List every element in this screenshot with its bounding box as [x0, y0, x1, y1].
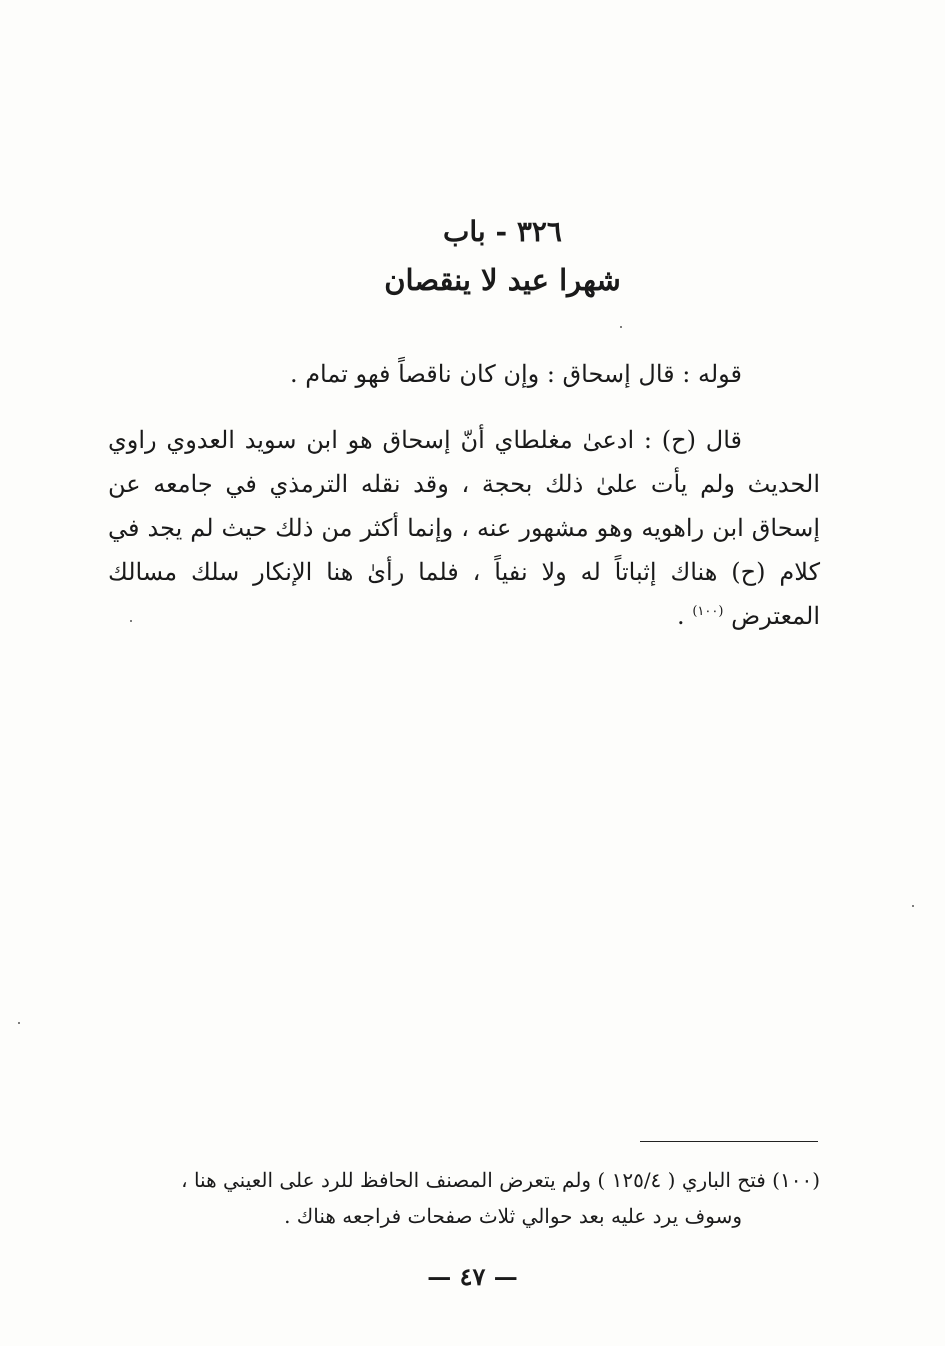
quote-line: قوله : قال إسحاق : وإن كان ناقصاً فهو تمام . [289, 360, 742, 388]
chapter-heading [0, 212, 945, 302]
footnote-divider [640, 1141, 818, 1142]
body-text [108, 352, 820, 638]
scan-speck [18, 1022, 20, 1024]
scan-speck [620, 326, 622, 328]
paragraph-text: قال (ح) : ادعىٰ مغلطاي أنّ إسحاق هو ابن سويد العدوي راوي الحديث ولم يأت علىٰ ذلك بحجة ، وقد نقله الترمذي في جامعه عن إسحاق ابن راهويه وهو مشهور عنه ، وإنما أكثر من ذلك حيث لم يجد في كلام (ح) هناك إثباتاً له ولا نفياً ، فلما رأىٰ هنا الإنكار سلك مسالك المعترض [108, 426, 820, 630]
commentary-paragraph [108, 418, 820, 638]
footnote-line-2: وسوف يرد عليه بعد حوالي ثلاث صفحات فراجعه هناك . [284, 1204, 742, 1228]
page-number: — ٤٧ — [427, 1262, 518, 1291]
footnote-line-1: (١٠٠) فتح الباري ( ١٢٥/٤ ) ولم يتعرض المصنف الحافظ للرد على العيني هنا ، [181, 1168, 820, 1192]
footnote [108, 1162, 820, 1234]
scan-speck [912, 905, 914, 907]
footnote-reference: (١٠٠) [692, 604, 724, 619]
chapter-title: شهرا عيد لا ينقصان [384, 263, 621, 297]
paragraph-end: . [677, 602, 693, 630]
chapter-number: ٣٢٦ - باب [443, 215, 562, 248]
scan-speck [130, 620, 132, 622]
